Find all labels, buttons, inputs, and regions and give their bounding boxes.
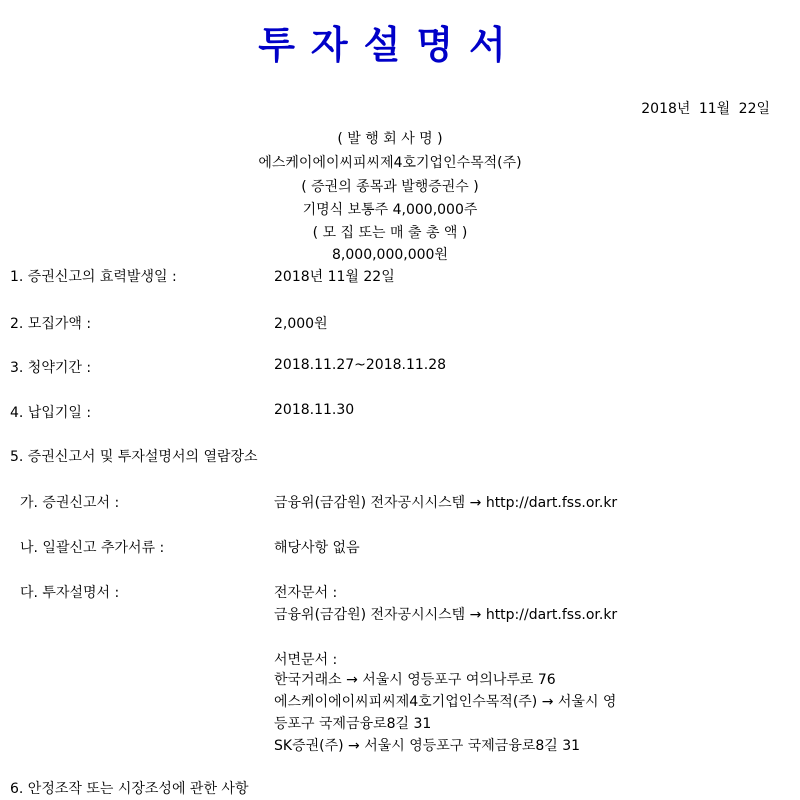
paper-doc-line: SK증권(주) → 서울시 영등포구 국제금융로8길 31	[274, 738, 581, 754]
paper-doc-heading: 서면문서 :	[274, 652, 338, 668]
item-2-value: 2,000원	[274, 316, 328, 332]
item-2-label: 2. 모집가액 :	[10, 316, 92, 332]
sub-item-da-label: 다. 투자설명서 :	[20, 585, 120, 601]
item-1-label: 1. 증권신고의 효력발생일 :	[10, 269, 177, 285]
item-6-label: 6. 안정조작 또는 시장조성에 관한 사항	[10, 781, 249, 797]
paper-doc-line: 에스케이에이씨피씨제4호기업인수목적(주) → 서울시 영	[274, 694, 617, 710]
issue-date: 2018년 11월 22일	[641, 101, 770, 117]
securities-heading: ( 증권의 종목과 발행증권수 )	[301, 179, 479, 195]
paper-doc-line: 한국거래소 → 서울시 영등포구 여의나루로 76	[274, 672, 556, 688]
sub-item-ga-label: 가. 증권신고서 :	[20, 495, 120, 511]
issuer-name: 에스케이에이씨피씨제4호기업인수목적(주)	[258, 155, 522, 171]
paper-doc-line: 등포구 국제금융로8길 31	[274, 716, 432, 732]
item-3-label: 3. 청약기간 :	[10, 360, 92, 376]
electronic-doc-heading: 전자문서 :	[274, 585, 338, 601]
item-3-value: 2018.11.27~2018.11.28	[274, 357, 447, 373]
issuer-heading: ( 발 행 회 사 명 )	[337, 131, 443, 147]
item-1-value: 2018년 11월 22일	[274, 269, 395, 285]
item-4-value: 2018.11.30	[274, 402, 355, 418]
offering-value: 8,000,000,000원	[332, 247, 448, 263]
sub-item-ga-value: 금융위(금감원) 전자공시시스템 → http://dart.fss.or.kr	[274, 495, 618, 511]
document-title: 투자설명서	[258, 22, 522, 67]
securities-value: 기명식 보통주 4,000,000주	[302, 202, 478, 218]
sub-item-na-label: 나. 일괄신고 추가서류 :	[20, 540, 165, 556]
electronic-doc-value: 금융위(금감원) 전자공시시스템 → http://dart.fss.or.kr	[274, 607, 618, 623]
offering-heading: ( 모 집 또는 매 출 총 액 )	[312, 225, 468, 241]
sub-item-na-value: 해당사항 없음	[274, 540, 360, 556]
item-5-label: 5. 증권신고서 및 투자설명서의 열람장소	[10, 449, 258, 465]
item-4-label: 4. 납입기일 :	[10, 405, 92, 421]
